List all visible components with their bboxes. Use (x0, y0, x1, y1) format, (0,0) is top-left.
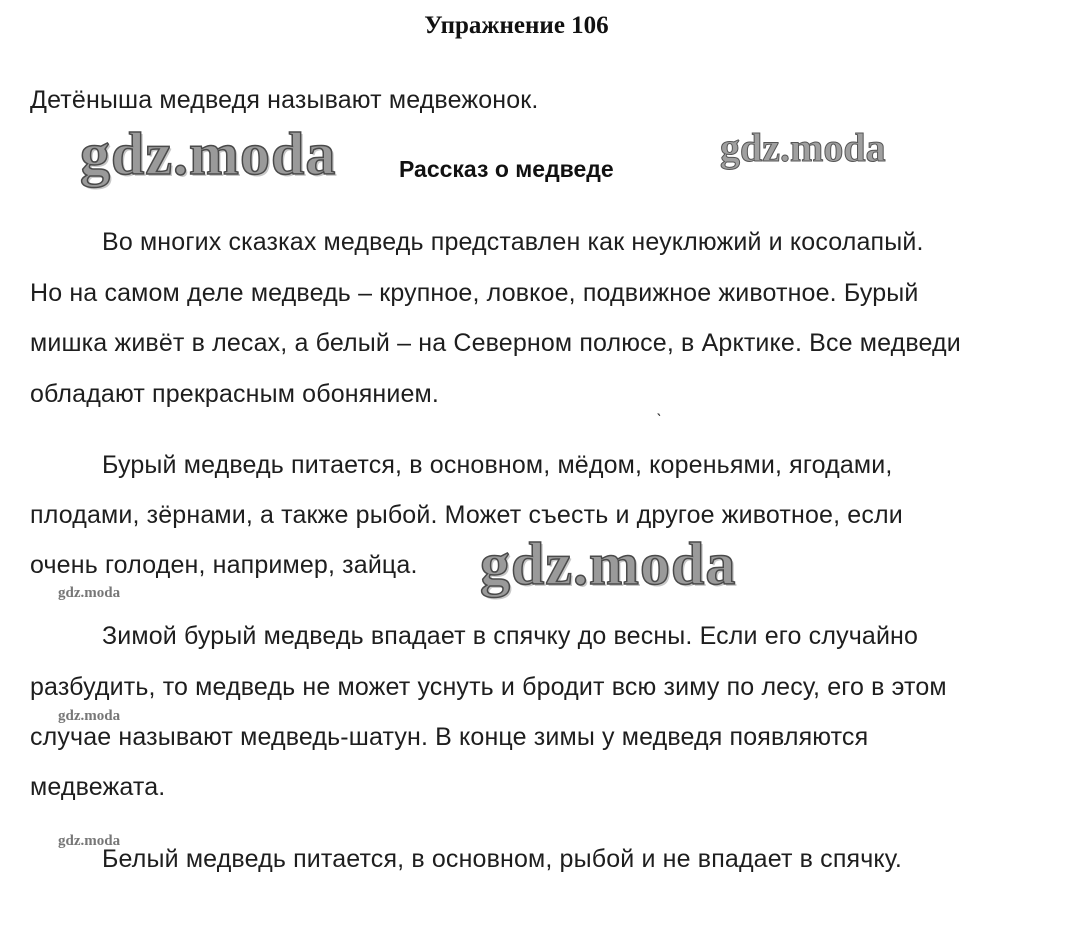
text-line: мишка живёт в лесах, а белый – на Северном полюсе, в Арктике. Все медведи (30, 329, 961, 357)
watermark-small: gdz.moda (58, 585, 121, 601)
watermark-logo: gdz.moda (720, 125, 886, 170)
text-line: обладают прекрасным обонянием. (30, 380, 439, 408)
watermark-logo: gdz.moda (80, 121, 337, 187)
text-line: плодами, зёрнами, а также рыбой. Может съесть и другое животное, если (30, 501, 903, 529)
watermark-logo: gdz.moda (480, 531, 737, 597)
text-line: медвежата. (30, 773, 166, 801)
story-title: Рассказ о медведе (399, 156, 614, 182)
text-line: Во многих сказках медведь представлен как неуклюжий и косолапый. (102, 228, 924, 256)
text-line: разбудить, то медведь не может уснуть и бродит всю зиму по лесу, его в этом (30, 673, 947, 701)
text-line: Бурый медведь питается, в основном, мёдом, кореньями, ягодами, (102, 451, 893, 479)
intro-sentence: Детёныша медведя называют медвежонок. (30, 86, 539, 114)
text-line: Зимой бурый медведь впадает в спячку до весны. Если его случайно (102, 622, 919, 650)
exercise-title: Упражнение 106 (424, 12, 609, 39)
stray-mark: ˋ (656, 411, 662, 431)
watermark-small: gdz.moda (58, 833, 121, 849)
text-line: Но на самом деле медведь – крупное, ловкое, подвижное животное. Бурый (30, 279, 919, 307)
watermark-small: gdz.moda (58, 708, 121, 724)
text-line: Белый медведь питается, в основном, рыбой и не впадает в спячку. (102, 845, 902, 873)
text-line: очень голоден, например, зайца. (30, 551, 418, 579)
text-line: случае называют медведь-шатун. В конце зимы у медведя появляются (30, 723, 869, 751)
